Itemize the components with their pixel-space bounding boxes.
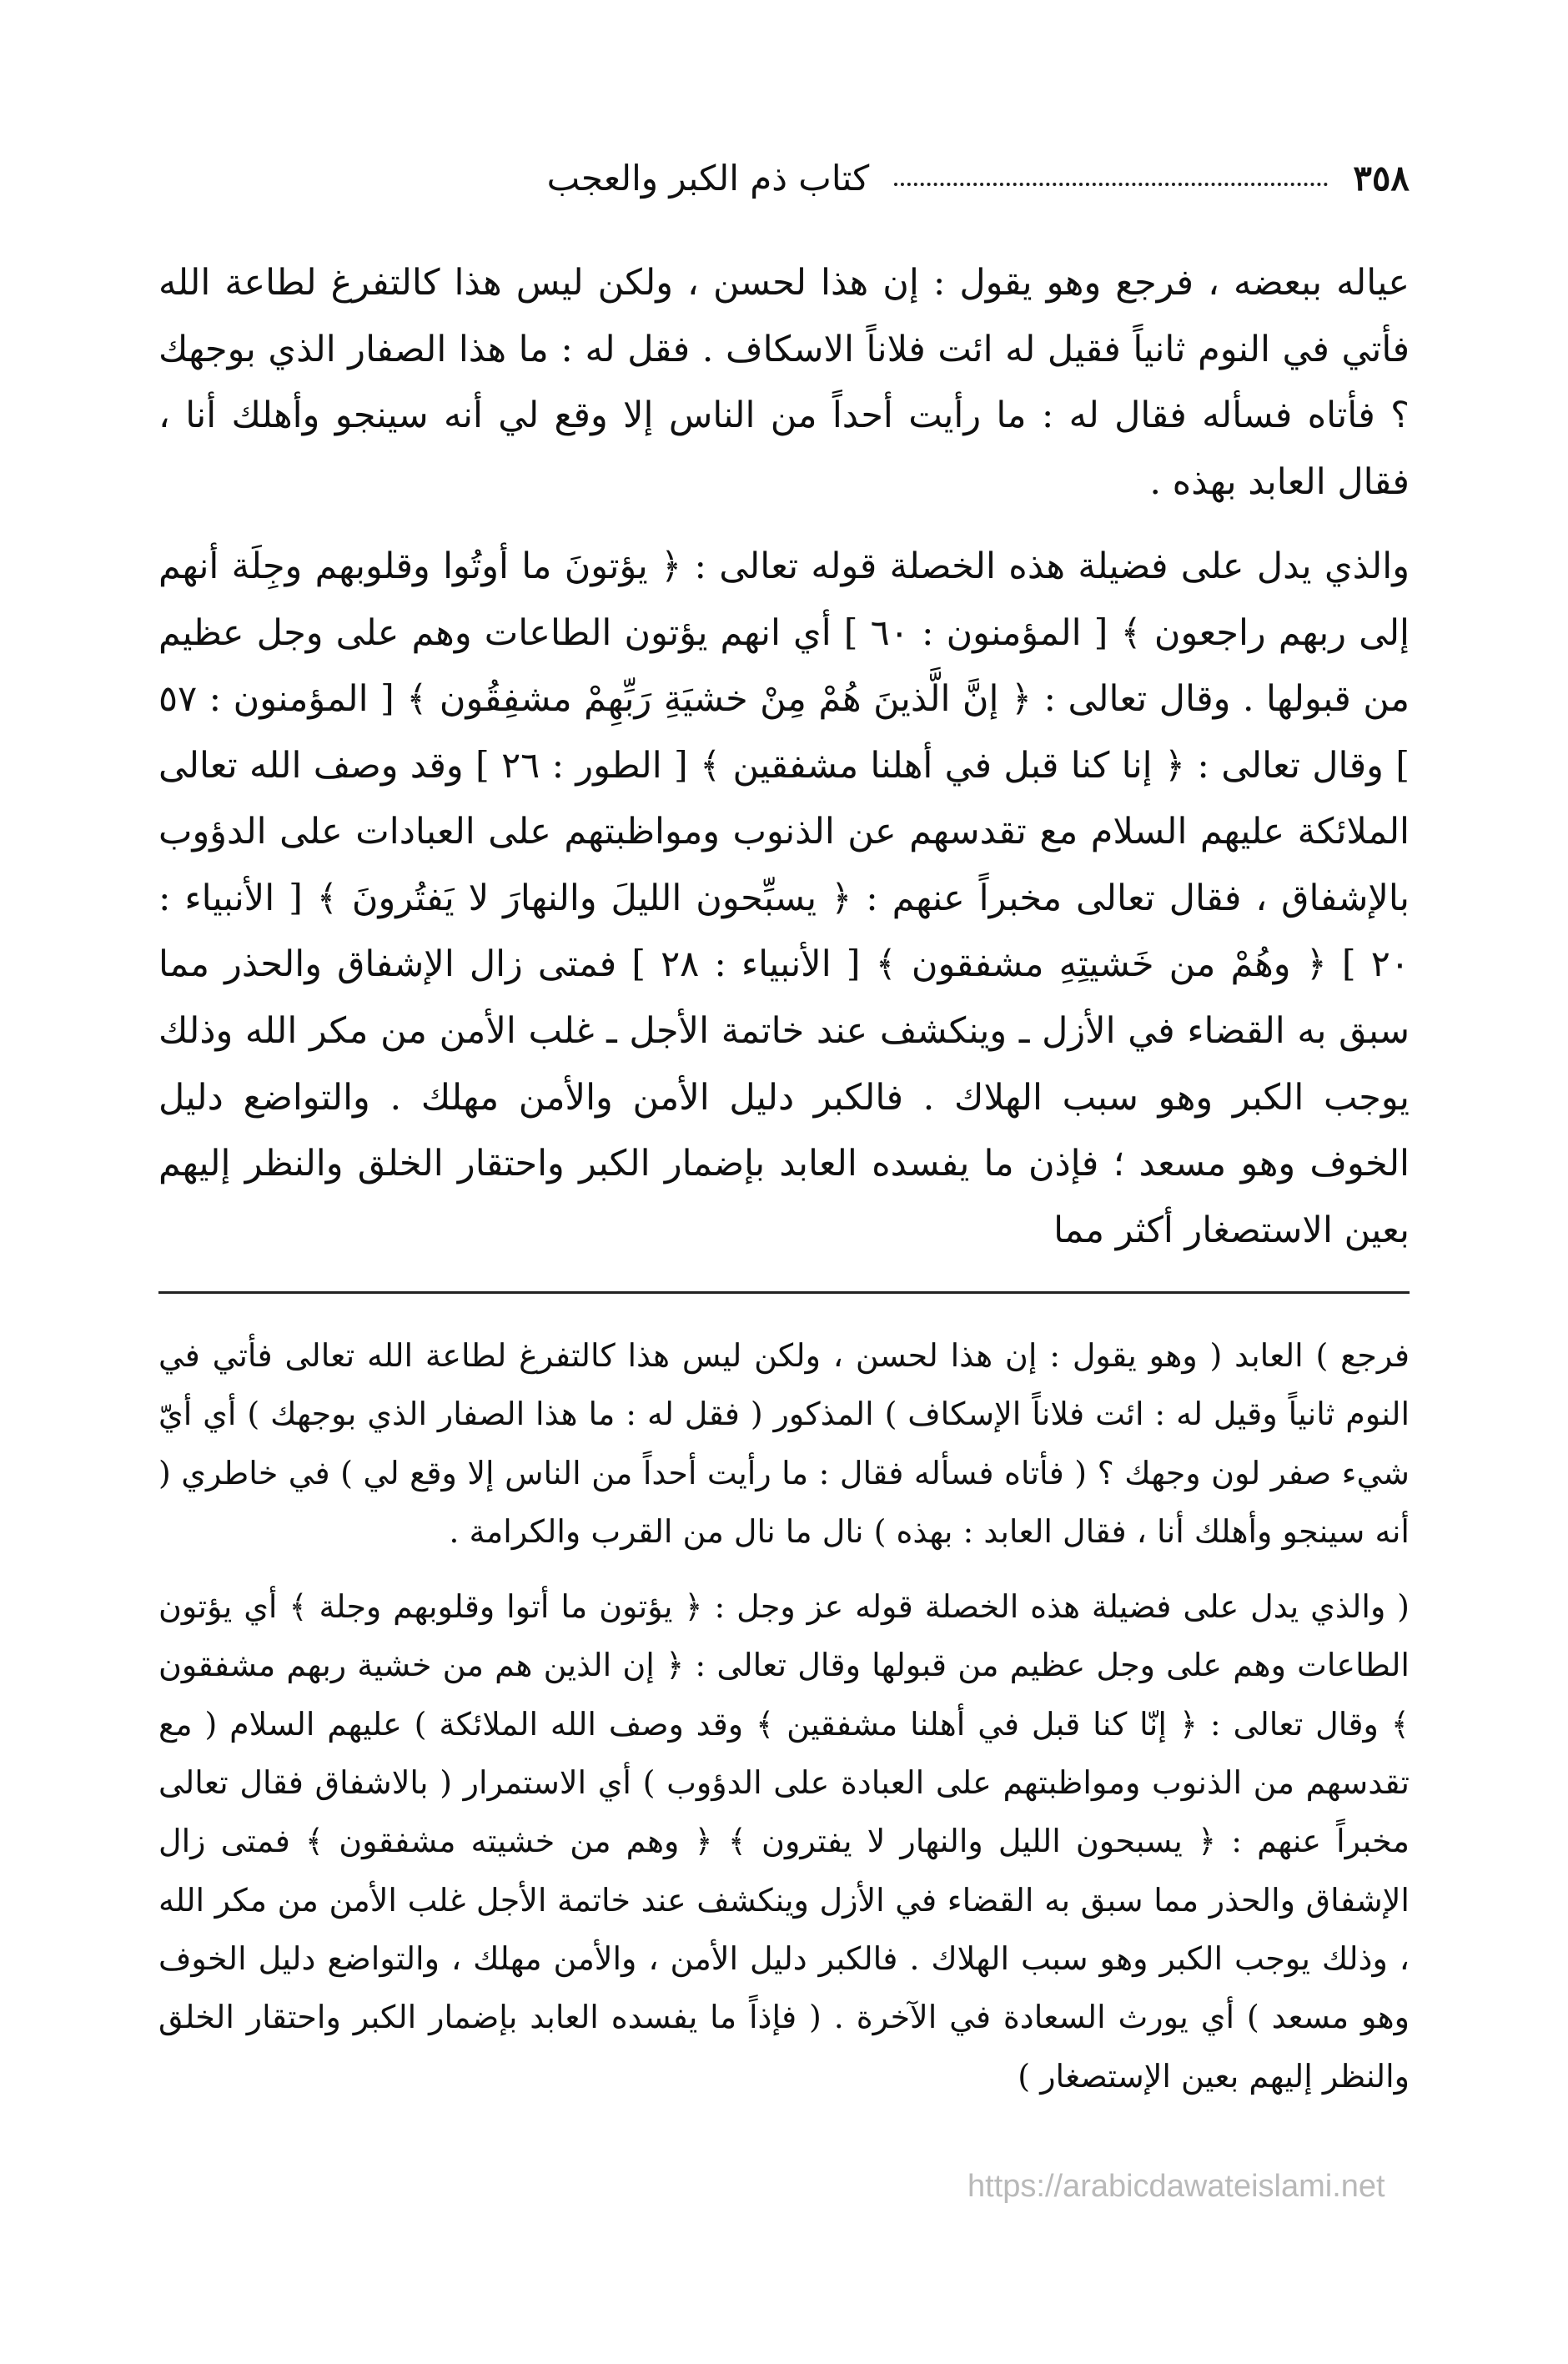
- running-title: كتاب ذم الكبر والعجب: [546, 157, 870, 199]
- commentary-paragraph-1: فرجع ) العابد ( وهو يقول : إن هذا لحسن ، ولكن ليس هذا كالتفرغ لطاعة الله تعالى فأتي في النوم ثانياً وقيل له : ائت فلاناً الإسكاف ) المذكور ( فقل له : ما هذا الصفار الذي بوجهك ) أي أيّ شيء صفر لون وجهك ؟ ( فأتاه فسأله فقال : ما رأيت أحداً من الناس إلا وقع لي ) في خاطري ( أنه سينجو وأهلك أنا ، فقال العابد : بهذه ) نال ما نال من القرب والكرامة .: [158, 1337, 1410, 1550]
- header-dotted-leader: [894, 183, 1328, 186]
- page-number: ٣٥٨: [1353, 157, 1410, 199]
- page-header: [158, 148, 1410, 207]
- watermark-url: https://arabicdawateislami.net: [967, 2169, 1385, 2204]
- main-text: [158, 250, 1410, 1282]
- main-paragraph-2: والذي يدل على فضيلة هذه الخصلة قوله تعالى : ﴿ يؤتونَ ما أوتُوا وقلوبهم وجِلَة أنهم إلى ربهم راجعون ﴾ [ المؤمنون : ٦٠ ] أي انهم يؤتون الطاعات وهم على وجل عظيم من قبولها . وقال تعالى : ﴿ إنَّ الَّذينَ هُمْ مِنْ خشيَةِ رَبِّهِمْ مشفِقُون ﴾ [ المؤمنون : ٥٧ ] وقال تعالى : ﴿ إنا كنا قبل في أهلنا مشفقين ﴾ [ الطور : ٢٦ ] وقد وصف الله تعالى الملائكة عليهم السلام مع تقدسهم عن الذنوب ومواظبتهم على العبادات على الدؤوب بالإشفاق ، فقال تعالى مخبراً عنهم : ﴿ يسبِّحون الليلَ والنهارَ لا يَفتُرونَ ﴾ [ الأنبياء : ٢٠ ] ﴿ وهُمْ من خَشيتِهِ مشفقون ﴾ [ الأنبياء : ٢٨ ] فمتى زال الإشفاق والحذر مما سبق به القضاء في الأزل ـ وينكشف عند خاتمة الأجل ـ غلب الأمن من مكر الله وذلك يوجب الكبر وهو سبب الهلاك . فالكبر دليل الأمن والأمن مهلك . والتواضع دليل الخوف وهو مسعد ؛ فإذن ما يفسده العابد بإضمار الكبر واحتقار الخلق والنظر إليهم بعين الاستصغار أكثر مما: [158, 546, 1410, 1251]
- commentary-paragraph-2: ( والذي يدل على فضيلة هذه الخصلة قوله عز وجل : ﴿ يؤتون ما أتوا وقلوبهم وجلة ﴾ أي يؤتون الطاعات وهم على وجل عظيم من قبولها وقال تعالى : ﴿ إن الذين هم من خشية ربهم مشفقون ﴾ وقال تعالى : ﴿ إنّا كنا قبل في أهلنا مشفقين ﴾ وقد وصف الله الملائكة ) عليهم السلام ( مع تقدسهم من الذنوب ومواظبتهم على العبادة على الدؤوب ) أي الاستمرار ( بالاشفاق فقال تعالى مخبراً عنهم : ﴿ يسبحون الليل والنهار لا يفترون ﴾ ﴿ وهم من خشيته مشفقون ﴾ فمتى زال الإشفاق والحذر مما سبق به القضاء في الأزل وينكشف عند خاتمة الأجل غلب الأمن من مكر الله ، وذلك يوجب الكبر وهو سبب الهلاك . فالكبر دليل الأمن ، والأمن مهلك ، والتواضع دليل الخوف وهو مسعد ) أي يورث السعادة في الآخرة . ( فإذاً ما يفسده العابد بإضمار الكبر واحتقار الخلق والنظر إليهم بعين الإستصغار ): [158, 1588, 1410, 2095]
- footnote-divider: [158, 1291, 1410, 1294]
- main-paragraph-1: عياله ببعضه ، فرجع وهو يقول : إن هذا لحسن ، ولكن ليس هذا كالتفرغ لطاعة الله فأتي في النوم ثانياً فقيل له ائت فلاناً الاسكاف . فقل له : ما هذا الصفار الذي بوجهك ؟ فأتاه فسأله فقال له : ما رأيت أحداً من الناس إلا وقع لي أنه سينجو وأهلك أنا ، فقال العابد بهذه .: [158, 262, 1410, 503]
- commentary-text: [158, 1326, 1410, 2122]
